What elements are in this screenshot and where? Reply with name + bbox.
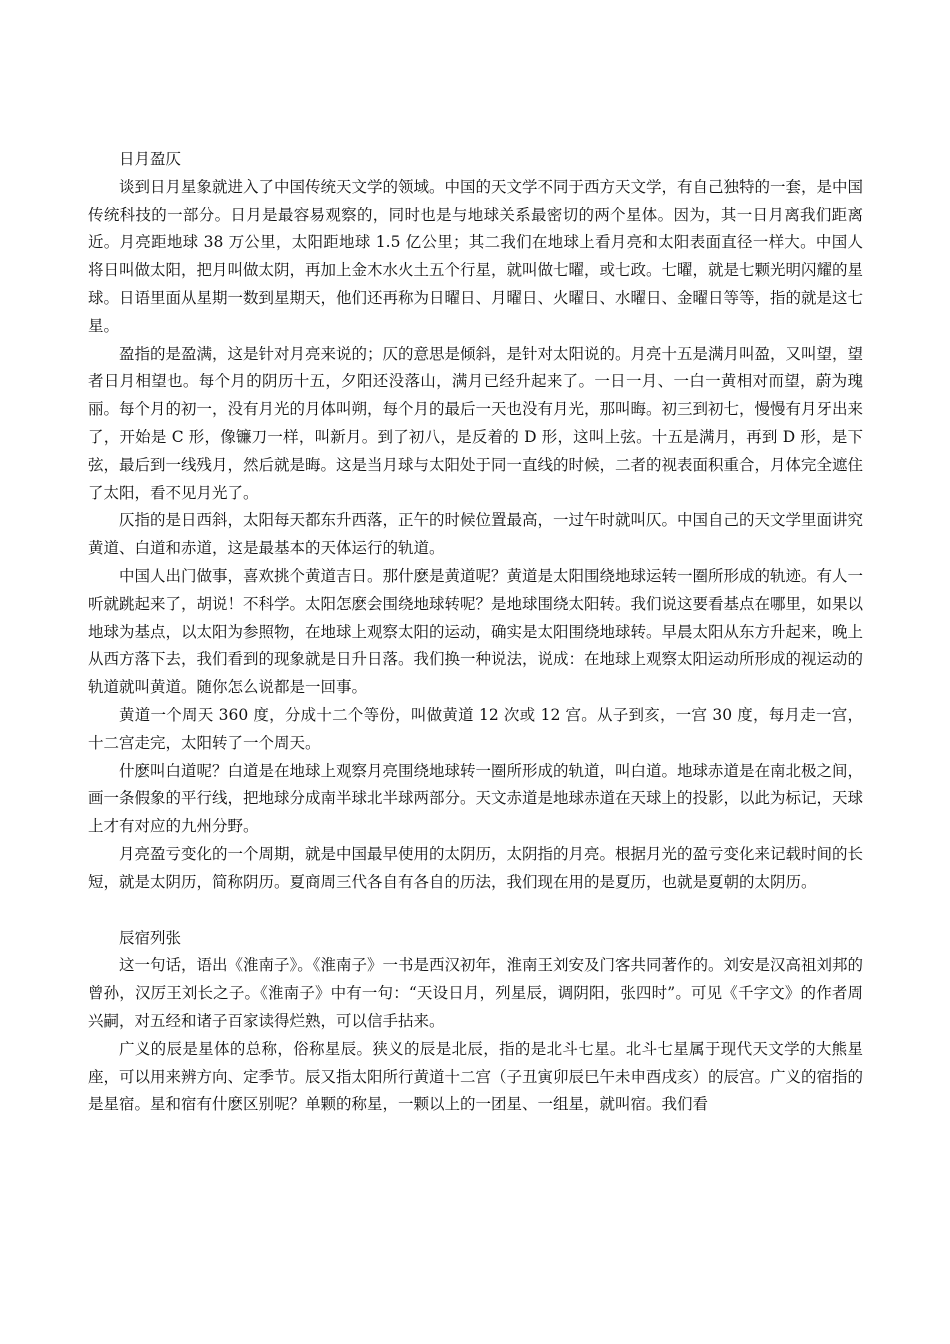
paragraph: 盈指的是盈满，这是针对月亮来说的；仄的意思是倾斜，是针对太阳说的。月亮十五是满月叫盈，又叫望，望者日月相望也。每个月的阴历十五，夕阳还没落山，满月已经升起来了。一日一月、一白一黄相对而望，蔚为瑰丽。每个月的初一，没有月光的月体叫朔，每个月的最后一天也没有月光，那叫晦。初三到初七，慢慢有月牙出来了，开始是 C 形，像镰刀一样，叫新月。到了初八，是反着的 D 形，这叫上弦。十五是满月，再到 D 形，是下弦，最后到一线残月，然后就是晦。这是当月球与太阳处于同一直线的时候，二者的视表面积重合，月体完全遮住了太阳，看不见月光了。: [88, 344, 864, 502]
section-heading: 日月盈仄: [119, 150, 182, 168]
section-ri-yue-ying-ze: [88, 146, 863, 897]
paragraph: 广义的辰是星体的总称，俗称星辰。狭义的辰是北辰，指的是北斗七星。北斗七星属于现代天文学的大熊星座，可以用来辨方向、定季节。辰又指太阳所行黄道十二宫（子丑寅卯辰巳午未申酉戌亥）的辰宫。广义的宿指的是星宿。星和宿有什麽区别呢？单颗的称星，一颗以上的一团星、一组星，就叫宿。我们看: [88, 1039, 864, 1114]
paragraph: 月亮盈亏变化的一个周期，就是中国最早使用的太阴历，太阴指的月亮。根据月光的盈亏变化来记载时间的长短，就是太阴历，简称阴历。夏商周三代各自有各自的历法，我们现在用的是夏历，也就是夏朝的太阴历。: [88, 844, 864, 891]
section-chen-su-lie-zhang: [88, 925, 863, 1120]
section-heading: 辰宿列张: [119, 928, 182, 947]
paragraph: 中国人出门做事，喜欢挑个黄道吉日。那什麽是黄道呢？黄道是太阳围绕地球运转一圈所形成的轨迹。有人一听就跳起来了，胡说！不科学。太阳怎麽会围绕地球转呢？是地球围绕太阳转。我们说这要看基点在哪里，如果以地球为基点，以太阳为参照物，在地球上观察太阳的运动，确实是太阳围绕地球转。早晨太阳从东方升起来，晚上从西方落下去，我们看到的现象就是日升日落。我们换一种说法，说成：在地球上观察太阳运动所形成的视运动的轨道就叫黄道。随你怎么说都是一回事。: [88, 566, 864, 697]
paragraph: 仄指的是日西斜，太阳每天都东升西落，正午的时候位置最高，一过午时就叫仄。中国自己的天文学里面讲究黄道、白道和赤道，这是最基本的天体运行的轨道。: [88, 511, 864, 558]
paragraph: 什麽叫白道呢？白道是在地球上观察月亮围绕地球转一圈所形成的轨道，叫白道。地球赤道是在南北极之间，画一条假象的平行线，把地球分成南半球北半球两部分。天文赤道是地球赤道在天球上的投影，以此为标记，天球上才有对应的九州分野。: [88, 761, 864, 836]
document-page: [88, 146, 863, 1119]
paragraph: 黄道一个周天 360 度，分成十二个等份，叫做黄道 12 次或 12 宫。从子到亥，一宫 30 度，每月走一宫，十二宫走完，太阳转了一个周天。: [88, 705, 863, 752]
paragraph: 谈到日月星象就进入了中国传统天文学的领域。中国的天文学不同于西方天文学，有自己独特的一套，是中国传统科技的一部分。日月是最容易观察的，同时也是与地球关系最密切的两个星体。因为，其一日月离我们距离近。月亮距地球 38 万公里，太阳距地球 1.5 亿公里；其二我们在地球上看月亮和太阳表面直径一样大。中国人将日叫做太阳，把月叫做太阴，再加上金木水火土五个行星，就叫做七曜，或七政。七曜，就是七颗光明闪耀的星球。日语里面从星期一数到星期天，他们还再称为日曜日、月曜日、火曜日、水曜日、金曜日等等，指的就是这七星。: [88, 177, 864, 335]
paragraph: 这一句话，语出《淮南子》。《淮南子》一书是西汉初年，淮南王刘安及门客共同著作的。刘安是汉高祖刘邦的曾孙，汉厉王刘长之子。《淮南子》中有一句：“天设日月，列星辰，调阴阳，张四时”。可见《千字文》的作者周兴嗣，对五经和诸子百家读得烂熟，可以信手拈来。: [88, 956, 864, 1030]
